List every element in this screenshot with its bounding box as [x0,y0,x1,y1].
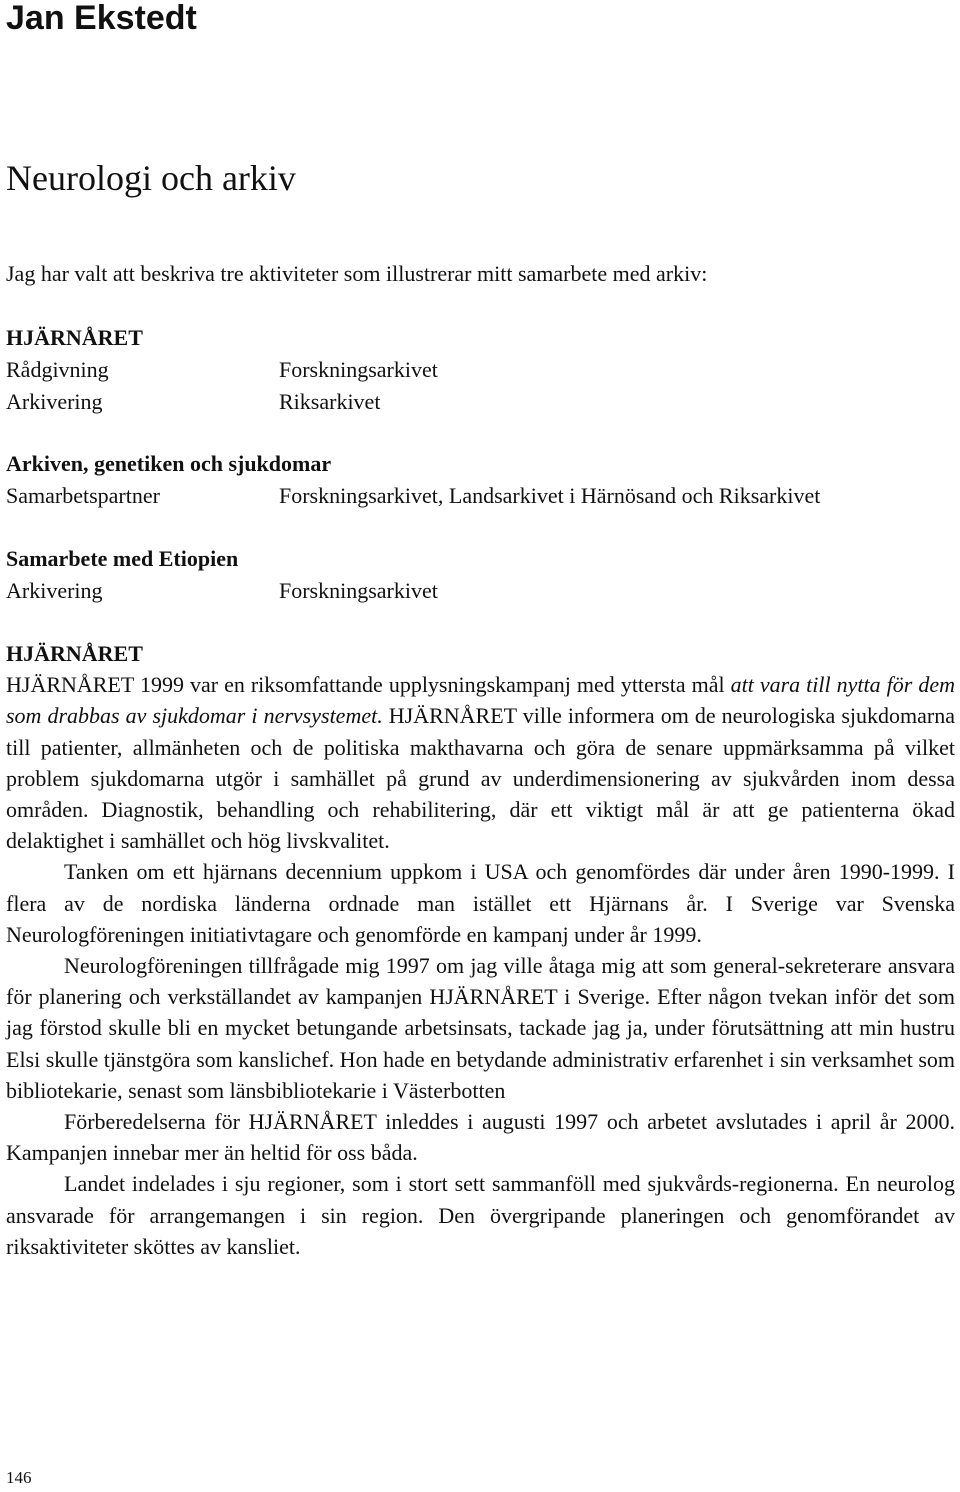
activity-value: Riksarkivet [279,389,381,414]
activity-genetik [6,448,956,512]
section-heading: HJÄRNÅRET [6,641,143,666]
chapter-title: Neurologi och arkiv [6,158,296,198]
section-hjarnaret [6,638,955,1262]
intro-paragraph: Jag har valt att beskriva tre aktiviteter som illustrerar mitt samarbete med arkiv: [6,261,708,286]
activity-heading: Samarbete med Etiopien [6,546,239,571]
activity-heading: Arkiven, genetiken och sjukdomar [6,451,332,476]
activity-label: Samarbetspartner [6,483,160,508]
activity-hjarnaret [6,322,956,418]
paragraph-text: HJÄRNÅRET 1999 var en riksomfattande upplysningskampanj med yttersta mål [6,672,731,698]
paragraph-text: HJÄRNÅRET ville informera om de neurologiska sjukdomarna till patienter, allmänheten och de politiska makthavarna och göra de senare uppmärksamma på vilket problem sjukdomarna utgör i samhället på grund av underdimensionering av sjukvården inom dessa områden. Diagnostik, behandling och rehabilitering, där ett viktigt mål är att ge patienterna ökad delaktighet i samhället och hög livskvalitet. [6,703,955,854]
body-paragraph: Neurologföreningen tillfrågade mig 1997 om jag ville åtaga mig att som general-sekreterare ansvara för planering och verkställandet av kampanjen HJÄRNÅRET i Sverige. Efter någon tvekan inför det som jag förstod skulle bli en mycket betungande arbetsinsats, tackade jag ja, under förutsättning att min hustru Elsi skulle tjänstgöra som kanslichef. Hon hade en betydande administrativ erfarenhet i sin verksamhet som bibliotekarie, senast som länsbibliotekarie i Västerbotten [6,953,955,1103]
body-paragraph: Tanken om ett hjärnans decennium uppkom i USA och genomfördes där under åren 1990-1999. I flera av de nordiska länderna ordnade man istället ett Hjärnans år. I Sverige var Svenska Neurologföreningen initiativtagare och genomförde en kampanj under år 1999. [6,859,955,947]
italic-quote: att vara till nytta för dem som drabbas av sjukdomar i nervsystemet. [6,672,955,729]
activity-label: Arkivering [6,578,103,603]
page-number: 146 [6,1468,32,1487]
activity-etiopien [6,543,956,607]
activity-row [6,480,956,512]
activity-label: Rådgivning [6,357,109,382]
activity-row [6,354,956,386]
activity-row [6,386,956,418]
activity-value: Forskningsarkivet, Landsarkivet i Härnösand och Riksarkivet [279,483,821,508]
body-paragraph: Förberedelserna för HJÄRNÅRET inleddes i augusti 1997 och arbetet avslutades i april år 2000. Kampanjen innebar mer än heltid för oss båda. [6,1109,955,1166]
activity-row [6,575,956,607]
body-paragraph: Landet indelades i sju regioner, som i stort sett sammanföll med sjukvårds-regionerna. En neurolog ansvarade för arrangemangen i sin region. Den övergripande planeringen och genomförandet av riksaktiviteter sköttes av kansliet. [6,1171,955,1259]
activity-heading: HJÄRNÅRET [6,325,143,350]
body-paragraph [6,669,955,856]
activity-label: Arkivering [6,389,103,414]
author-name: Jan Ekstedt [6,0,197,37]
activity-value: Forskningsarkivet [279,578,438,603]
activity-value: Forskningsarkivet [279,357,438,382]
